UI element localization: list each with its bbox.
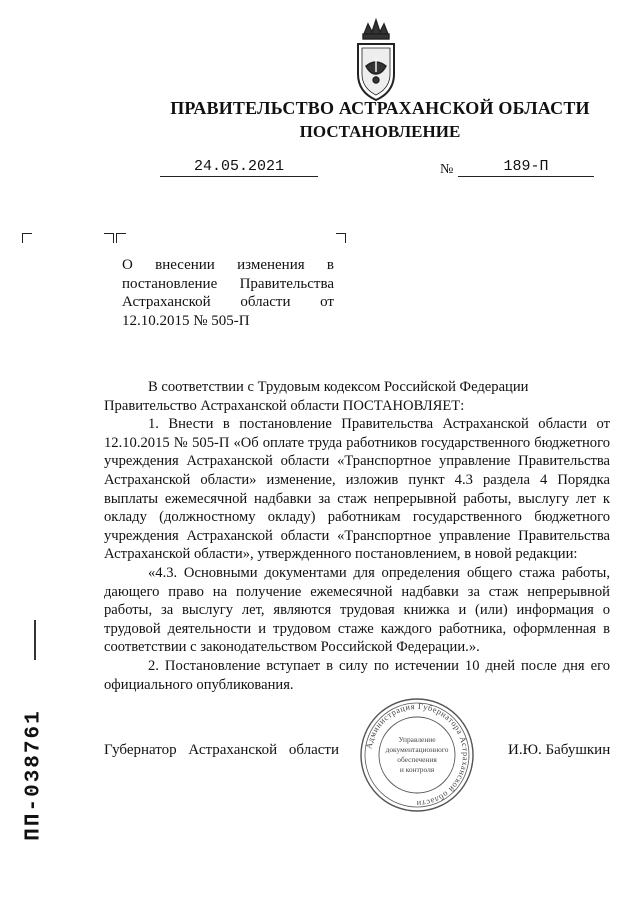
body-clause-1: 1. Внести в постановление Правительства Астраханской области от 12.10.2015 № 505-П «Об оплате труда работников государственного бюджетного учреждения Астраханской области «Транспортное управление Правительства Астраханской области» изменение, изложив пункт 4.3 раздела 4 Порядка выплаты ежемесячной надбавки за стаж непрерывной работы, выслугу лет к окладу (должностному окладу) работникам государственного бюджетного учреждения Астраханской области «Транспортное управление Правительства Астраханской области», утвержденного постановлением, в новой редакции: [104, 416, 610, 563]
official-stamp [358, 696, 476, 814]
svg-text:обеспечения: обеспечения [397, 755, 437, 764]
document-number: 189-П [458, 158, 594, 177]
body-clause-2: 2. Постановление вступает в силу по истечении 10 дней после дня его официального опубликования. [104, 657, 610, 693]
svg-text:Управление: Управление [398, 735, 436, 744]
svg-text:документационного: документационного [385, 745, 449, 754]
serial-code-text: ПП-038761 [22, 709, 46, 841]
coat-of-arms-emblem [352, 14, 400, 104]
corner-mark-subject-right [336, 233, 346, 243]
corner-mark-subject-left [104, 233, 114, 243]
body-decree-line: Правительство Астраханской области ПОСТАНОВЛЯЕТ: [104, 397, 465, 414]
body-preamble: В соответствии с Трудовым кодексом Российской Федерации [148, 379, 529, 395]
document-subject: О внесении изменения в постановление Правительства Астраханской области от 12.10.2015 № 505-П [122, 257, 334, 329]
number-sign: № [440, 162, 454, 177]
svg-text:Администрация Губернатора Астр: Администрация Губернатора Астраханской области [364, 701, 471, 809]
document-type: ПОСТАНОВЛЕНИЕ [299, 122, 461, 141]
body-clause-4-3: «4.3. Основными документами для определения общего стажа работы, дающего право на получение ежемесячной надбавки за стаж непрерывной работы, за выслугу лет, являются трудовая книжка и (или) информация о трудовой деятельности и трудовом стаже каждого работника, оформленная в соответствии с законодательством Российской Федерации.». [104, 564, 610, 656]
document-body [104, 378, 610, 694]
signatory-name: И.Ю. Бабушкин [508, 742, 611, 758]
document-date: 24.05.2021 [160, 158, 318, 177]
margin-line [34, 620, 36, 660]
government-title: ПРАВИТЕЛЬСТВО АСТРАХАНСКОЙ ОБЛАСТИ [170, 98, 590, 118]
serial-code [10, 700, 58, 850]
corner-mark-subject-left-inner [116, 233, 126, 243]
corner-mark-top-left [22, 233, 32, 243]
signatory-position: Губернатор Астраханской области [104, 742, 340, 758]
svg-text:и контроля: и контроля [399, 765, 435, 774]
